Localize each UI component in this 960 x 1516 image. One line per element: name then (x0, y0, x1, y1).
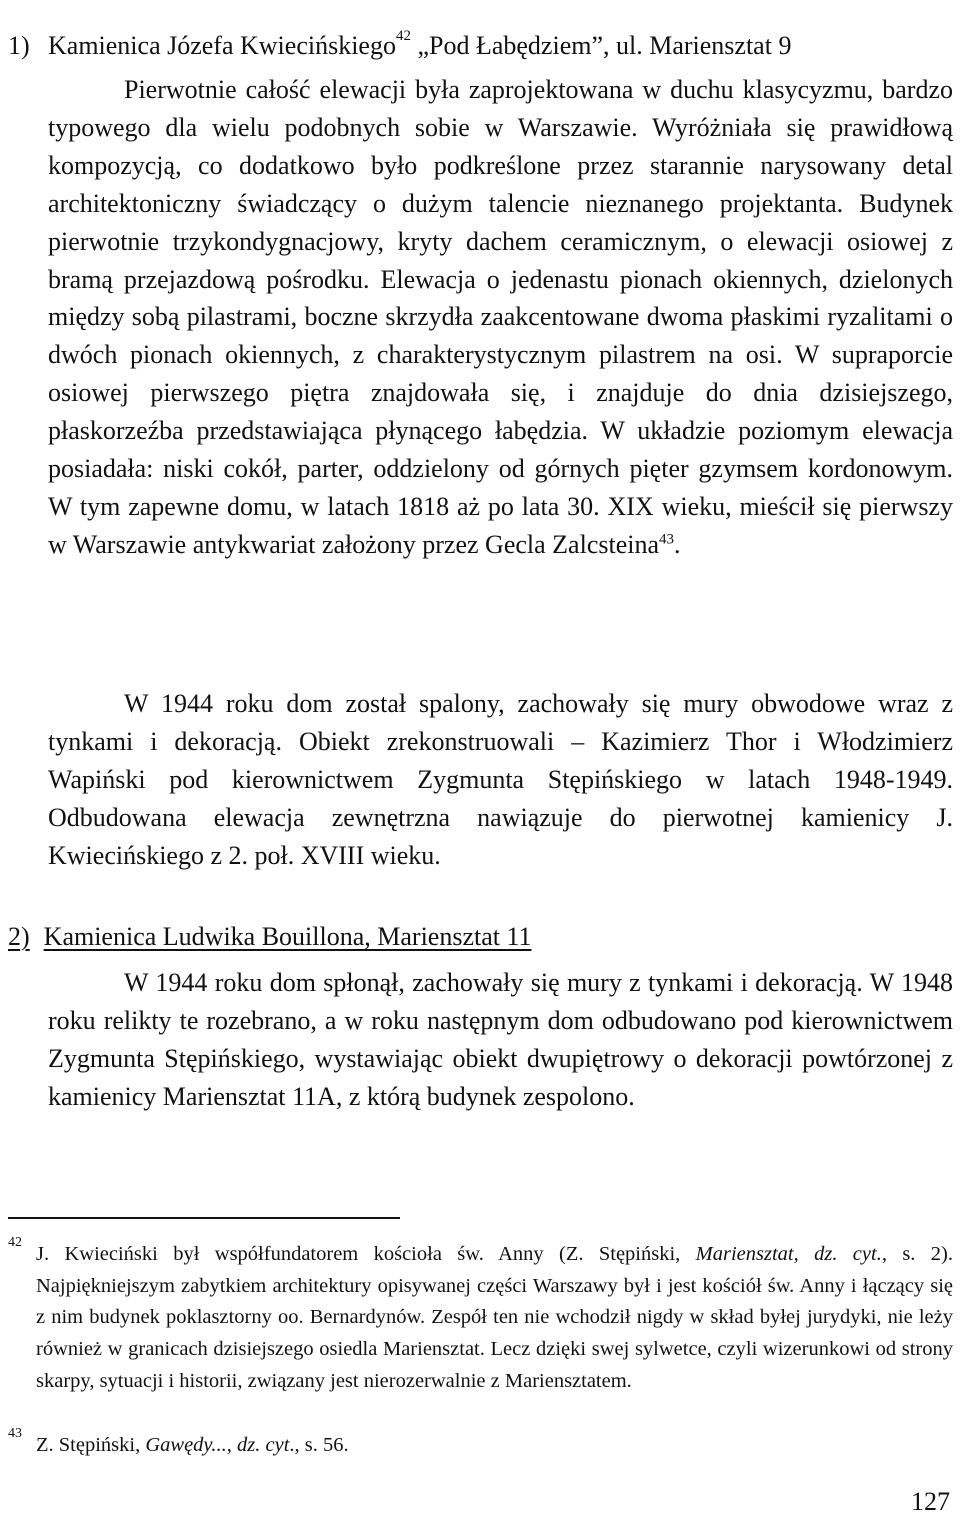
footnote-ref-42[interactable]: 42 (395, 28, 411, 45)
section-1-title: Kamienica Józefa Kwiecińskiego (48, 31, 396, 60)
page-number: 127 (911, 1487, 950, 1516)
footnote-43-text-sep: , (226, 1434, 238, 1456)
footnote-42-text: J. Kwieciński był współfundatorem kościoła św. Anny (Z. Stępiński, (36, 1243, 696, 1265)
section-1-paragraph-2: W 1944 roku dom został spalony, zachowały się mury obwodowe wraz z tynkami i dekoracją. Obiekt zrekonstruowali – Kazimierz Thor i Włodzimierz Wapiński pod kierownictwem Zygmunta Stępińskiego w latach 1948-1949. Odbudowana elewacja zewnętrzna nawiązuje do pierwotnej kamienicy J. Kwiecińskiego z 2. poł. XVIII wieku. (48, 689, 953, 870)
section-2-title: Kamienica Ludwika Bouillona, Mariensztat 11 (43, 922, 532, 951)
footnote-43-italic: Gawędy... (145, 1434, 227, 1456)
section-1-number: 1) (8, 31, 30, 60)
footnote-43-text-end: ., s. 56. (289, 1434, 349, 1456)
section-2-number: 2) (8, 922, 30, 951)
footnote-ref-43[interactable]: 43 (659, 531, 674, 548)
footnote-42-text-cont: , s. 2). Najpiękniejszym zabytkiem architektury opisywanej części Warszawy był i jest kościół św. Anny i łączący się z nim budynek poklasztorny oo. Bernardynów. Zespół ten nie wchodził nigdy w skład byłej jurydyki, nie leży również w granicach dzisiejszego osiedla Mariensztat. Lecz dzięki swej sylwetce, czyli wizerunkowi od strony skarpy, sytuacji i historii, związany jest nierozerwalnie z Mariensztatem. (36, 1243, 953, 1392)
footnote-43-mark: 43 (8, 1426, 22, 1441)
section-1-paragraph-1-text: Pierwotnie całość elewacji była zaprojektowana w duchu klasycyzmu, bardzo typowego dla wielu podobnych sobie w Warszawie. Wyróżniała się prawidłową kompozycją, co dodatkowo było podkreślone przez starannie narysowany detal architektoniczny świadczący o dużym talencie nieznanego projektanta. Budynek pierwotnie trzykondygnacjowy, kryty dachem ceramicznym, o elewacji osiowej z bramą przejazdową pośrodku. Elewacja o jedenastu pionach okiennych, dzielonych między sobą pilastrami, boczne skrzydła zaakcentowane dwoma płaskimi ryzalitami o dwóch pionach okiennych, z charakterystycznym pilastrem na osi. W supraporcie osiowej pierwszego piętra znajdowała się, i znajduje do dnia dzisiejszego, płaskorzeźba przedstawiająca płynącego łabędzia. W układzie poziomym elewacja posiadała: niski cokół, parter, oddzielony od górnych pięter gzymsem kordonowym. W tym zapewne domu, w latach 1818 aż po lata 30. XIX wieku, mieścił się pierwszy w Warszawie antykwariat założony przez Gecla Zalcsteina (48, 75, 953, 559)
section-1-heading (8, 28, 792, 61)
footnote-separator (8, 1217, 400, 1219)
footnote-43-italic-2: dz. cyt (237, 1434, 290, 1456)
section-1-paragraph-1-end: . (674, 529, 681, 559)
footnote-42 (36, 1239, 953, 1398)
section-1-subtitle: „Pod Łabędziem”, ul. Mariensztat 9 (417, 31, 792, 60)
footnote-42-italic: Mariensztat, dz. cyt. (695, 1243, 882, 1265)
section-2-paragraph-1: W 1944 roku dom spłonął, zachowały się mury z tynkami i dekoracją. W 1948 roku relikty te rozebrano, a w roku następnym dom odbudowano pod kierownictwem Zygmunta Stępińskiego, wystawiając obiekt dwupiętrowy o dekoracji powtórzonej z kamienicy Mariensztat 11A, z którą budynek zespolono. (48, 968, 953, 1111)
footnote-42-mark: 42 (8, 1235, 22, 1250)
footnote-43 (36, 1430, 953, 1462)
section-1-paragraph-1 (48, 71, 953, 564)
section-2-heading (8, 922, 532, 952)
footnote-43-text: Z. Stępiński, (36, 1434, 146, 1456)
